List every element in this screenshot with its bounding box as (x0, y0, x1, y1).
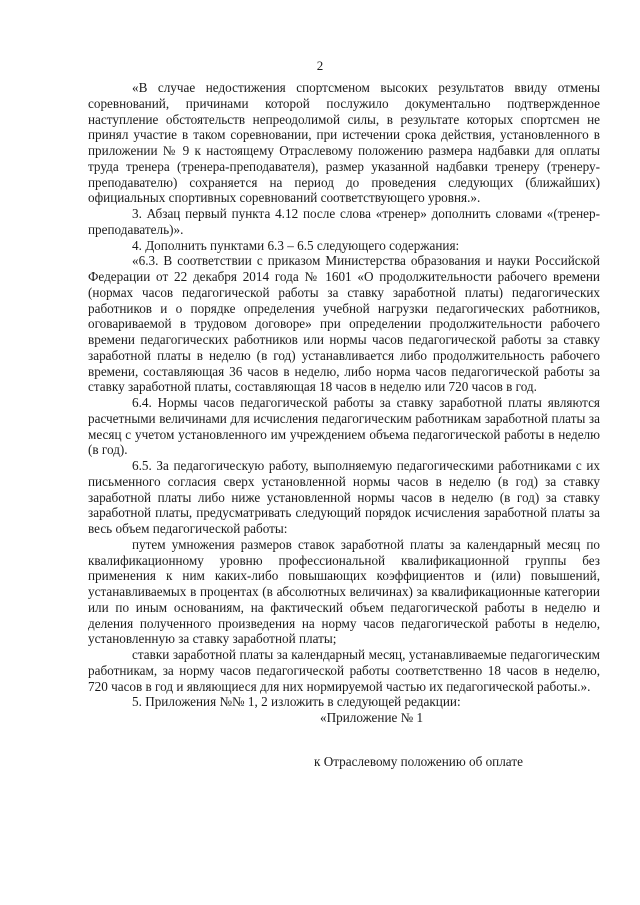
paragraph-2: 3. Абзац первый пункта 4.12 после слова «тренер» дополнить словами «(тренер-преподаватель)». (88, 206, 600, 237)
document-body (88, 80, 600, 770)
paragraph-9: 5. Приложения №№ 1, 2 изложить в следующей редакции: (132, 694, 461, 710)
page-number: 2 (316, 58, 324, 73)
paragraph-5: 6.4. Нормы часов педагогической работы за ставку заработной платы являются расчетными величинами для исчисления педагогическим работникам заработной платы за месяц с учетом установленного им учреждением объема педагогической работы в неделю (в год). (88, 395, 600, 458)
paragraph-4: «6.3. В соответствии с приказом Министерства образования и науки Российской Федерации от 22 декабря 2014 года № 1601 «О продолжительности рабочего времени (нормах часов педагогической работы за ставку заработной платы) педагогических работников и о порядке определения учебной нагрузки педагогических работников, оговариваемой в трудовом договоре» при определении продолжительности рабочего времени педагогических работников или нормы часов педагогической работы за ставку заработной платы в неделю (в год) устанавливается либо продолжительность рабочего времени, составляющая 36 часов в неделю, либо норма часов педагогической работы за ставку заработной платы, составляющая 18 часов в неделю или 720 часов в год. (88, 253, 600, 395)
paragraph-7: путем умножения размеров ставок заработной платы за календарный месяц по квалификационному уровню профессиональной квалификационной группы без применения к ним каких-либо повышающих коэффициентов и (или) повышений, устанавливаемых в процентах (в абсолютных величинах) за квалификационные категории или по иным основаниям, на фактический объем педагогической работы в неделю и деления полученного произведения на норму часов педагогической работы в неделю, установленную за ставку заработной платы; (88, 536, 600, 647)
paragraph-6: 6.5. За педагогическую работу, выполняемую педагогическими работниками с их письменного согласия сверх установленной нормы часов в неделю (в год) за ставку заработной платы либо ниже установленной нормы часов в неделю (в год) за ставку заработной платы, предусматривать следующий порядок исчисления заработной платы за весь объем педагогической работы: (88, 458, 600, 536)
paragraph-8: ставки заработной платы за календарный месяц, устанавливаемые педагогическим работникам, за норму часов педагогической работы соответственно 18 часов в неделю, 720 часов в год и являющиеся для них нормируемой частью их педагогической работы.». (88, 647, 600, 694)
appendix-subtitle: к Отраслевому положению об оплате (314, 753, 523, 769)
paragraph-1: «В случае недостижения спортсменом высоких результатов ввиду отмены соревнований, причинами которой послужило документально подтвержденное наступление обстоятельств непреодолимой силы, в результате которых спортсмен не принял участие в таком соревновании, при истечении срока действия, установленного в приложении № 9 к настоящему Отраслевому положению размера надбавки для оплаты труда тренера (тренера-преподавателя), размер указанной надбавки тренеру (тренеру-преподавателю) сохраняется на период до проведения следующих (ближайших) официальных спортивных соревнований соответствующего уровня.». (88, 80, 600, 206)
paragraph-3: 4. Дополнить пунктами 6.3 – 6.5 следующего содержания: (132, 237, 460, 253)
appendix-title: «Приложение № 1 (320, 710, 424, 725)
